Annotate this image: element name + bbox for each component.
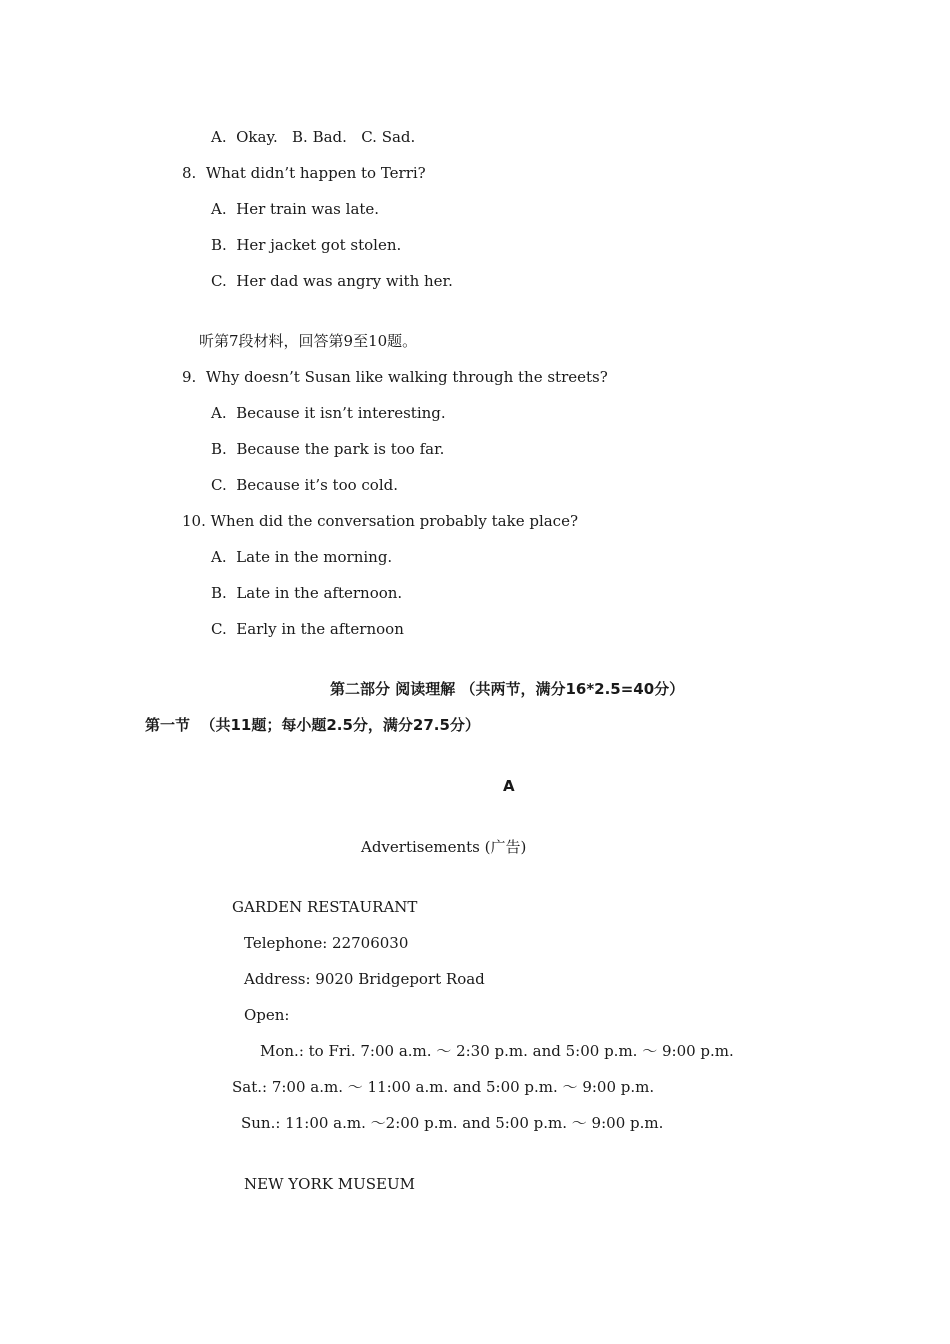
restaurant-hours-saturday: Sat.: 7:00 a.m. ～ 11:00 a.m. and 5:00 p.m. ～ 9:00 p.m. — [232, 1078, 655, 1096]
restaurant-name: GARDEN RESTAURANT — [232, 898, 418, 916]
museum-name: NEW YORK MUSEUM — [244, 1175, 415, 1193]
q9-option-a: A. Because it isn’t interesting. — [211, 404, 446, 422]
q9-question: 9. Why doesn’t Susan like walking through the streets? — [182, 368, 608, 386]
q8-question: 8. What didn’t happen to Terri? — [182, 164, 426, 182]
restaurant-telephone: Telephone: 22706030 — [244, 934, 409, 952]
section1-heading: 第一节 （共11题；每小题2.5分，满分27.5分） — [145, 716, 480, 734]
q9-option-b: B. Because the park is too far. — [211, 440, 445, 458]
q9-option-c: C. Because it’s too cold. — [211, 476, 399, 494]
q10-option-a: A. Late in the morning. — [211, 548, 393, 566]
q8-option-b: B. Her jacket got stolen. — [211, 236, 402, 254]
restaurant-address: Address: 9020 Bridgeport Road — [244, 970, 485, 988]
q8-option-a: A. Her train was late. — [211, 200, 380, 218]
listening-instruction: 听第7段材料，回答第9至10题。 — [199, 332, 418, 350]
q10-option-b: B. Late in the afternoon. — [211, 584, 403, 602]
restaurant-hours-sunday: Sun.: 11:00 a.m. ～2:00 p.m. and 5:00 p.m. ～ 9:00 p.m. — [241, 1114, 664, 1132]
part2-heading: 第二部分 阅读理解 （共两节，满分16*2.5=40分） — [330, 680, 685, 698]
passage-letter: A — [503, 777, 515, 795]
restaurant-open-label: Open: — [244, 1006, 290, 1024]
q10-question: 10. When did the conversation probably take place? — [182, 512, 579, 530]
q8-option-c: C. Her dad was angry with her. — [211, 272, 453, 290]
q7-options: A. Okay. B. Bad. C. Sad. — [211, 128, 416, 146]
passage-title: Advertisements (广告) — [361, 838, 527, 856]
restaurant-hours-weekday: Mon.: to Fri. 7:00 a.m. ～ 2:30 p.m. and 5:00 p.m. ～ 9:00 p.m. — [260, 1042, 734, 1060]
q10-option-c: C. Early in the afternoon — [211, 620, 404, 638]
